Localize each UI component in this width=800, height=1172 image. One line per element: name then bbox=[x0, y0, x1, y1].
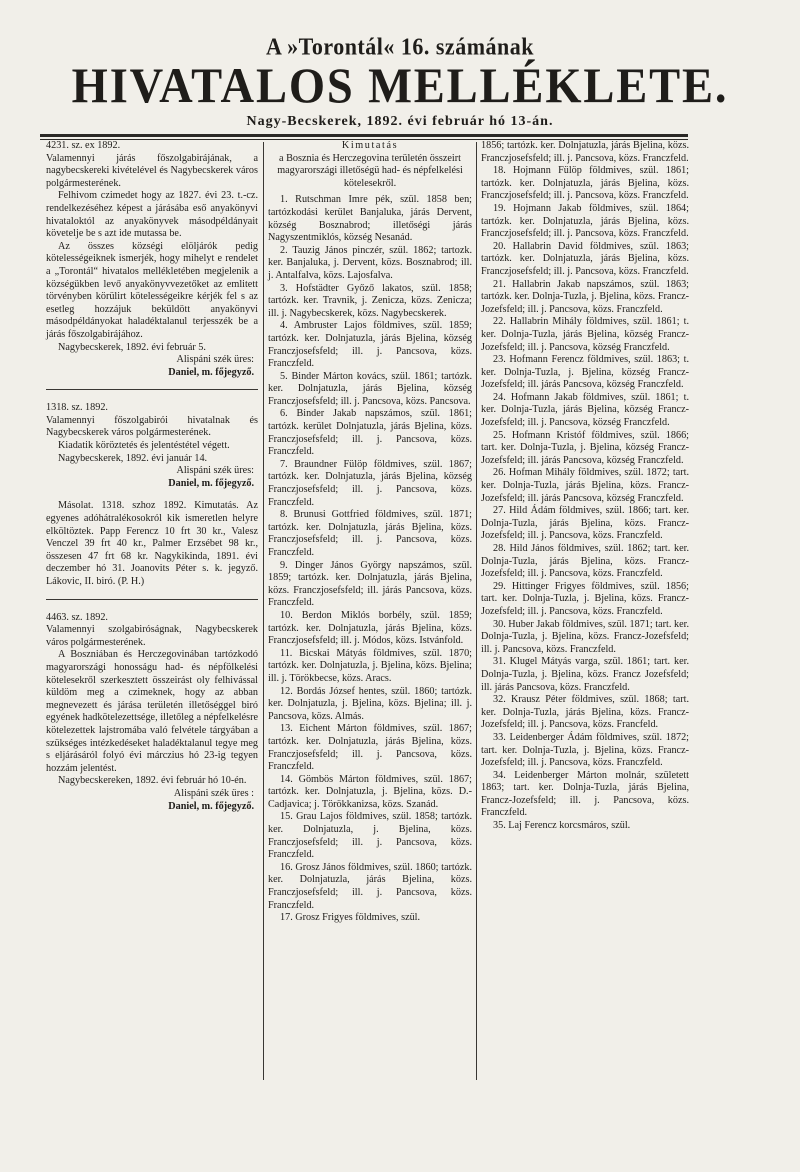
list-item: 17. Grosz Frigyes földmives, szül. bbox=[280, 912, 421, 924]
list-item: 33. Leidenberger Ádám földmives, szül. 1872; tart. ker. Dolnja-Tuzla, j. Bjelina, közs. Francz-Jozefsfeld; ill. j. Pancsova, közs. Franczfeld. bbox=[481, 731, 689, 769]
notice-1-body-2: Az összes községi elöljárók pedig kötelességeiknek ismerjék, hogy mihelyt e rendelet a „Torontál“ hivatalos mellékletében megjelenik a községükben levő anyakönyvvezetőket az emlitett törvényben körülirt kötelességeikre kérjék fel s az esetleg hozzájuk beküldött anyakönyvi másodpéldányokat haladéktalanul terjesszék be a járás főszolgabirájához. bbox=[46, 240, 258, 340]
notice-1-addressee: Valamennyi járás főszolgabirájának, a nagybecskereki kivételével és Nagybecskerek város polgármesterének. bbox=[46, 152, 258, 189]
notice-1-signature: Daniel, m. főjegyző. bbox=[168, 366, 254, 378]
list-item: 20. Hallabrin David földmives, szül. 1863; tartózk. ker. Dolnjatuzla, járás Bjelina, közs. Franczjosefsfeld; ill. j. Pancsova, közs. Franczfeld. bbox=[481, 240, 689, 277]
list-item: 19. Hojmann Jakab földmives, szül. 1864; tartózk. ker. Dolnjatuzla, járás Bjelina, közs. Franczjosefsfeld; ill. j. Pancsova, közs. Franczfeld. bbox=[481, 202, 689, 240]
notice-1-number: 4231. sz. ex 1892. bbox=[46, 140, 121, 151]
masthead-supertitle: A »Torontál« 16. számának bbox=[266, 32, 534, 61]
list-item: 25. Hofmann Kristóf földmives, szül. 1866; tart. ker. Dolnja-Tuzla, j. Bjelina, község Francz-Jozefsfeld; ill. járás Pancsova, község Franczfeld. bbox=[481, 429, 689, 466]
notice-separator bbox=[46, 599, 258, 600]
column-1 bbox=[46, 140, 258, 813]
notice-1-place-date: Nagybecskerek, 1892. évi február 5. bbox=[58, 341, 206, 353]
list-item: 5. Binder Márton kovács, szül. 1861; tartózk. ker. Dolnjatuzla, járás Bjelina, község Franczjosefsfeld; ill. j. Pancsova, közs. Pancsova. bbox=[268, 370, 472, 407]
notice-separator bbox=[46, 389, 258, 390]
column-3 bbox=[481, 140, 689, 833]
notice-3-body: A Boszniában és Herczegovinában tartózkodó magyarországi honosságu had- és népfölkelési kötelesekről szerkesztett összeirást oly felhivással küldöm meg a czimeknek, hogy az abban megnevezett és járása területén illetőséggel biró egyének hadkötelezettsége, illetőleg a népfelkelésre kötelezettek lajstromába való felvétele tárgyában a szükséges intézkedéseket haladéktalanul tegye meg s eljárásáról folyó évi márczius hó 23-ig tegyen hozzám jelentést. bbox=[46, 649, 258, 774]
list-item: 9. Dinger János György napszámos, szül. 1859; tartózk. ker. Dolnjatuzla, járás Bjelina, közs. Franczjosefsfeld; ill. járás Pancsova, közs. Franczfeld. bbox=[268, 559, 472, 609]
notice-3-addressee: Valamennyi szolgabiróságnak, Nagybecskerek város polgármesterének. bbox=[46, 624, 258, 648]
list-item: 35. Laj Ferencz korcsmáros, szül. bbox=[493, 820, 631, 832]
notice-2-signature-line: Alispáni szék üres: bbox=[176, 465, 254, 477]
list-item: 15. Grau Lajos földmives, szül. 1858; tartózk. ker. Dolnjatuzla, j. Bjelina, közs. Franczjosefsfeld; ill. j. Pancsova, közs. Franczfeld. bbox=[268, 811, 472, 861]
list-item: 16. Grosz János földmives, szül. 1860; tartózk. ker. Dolnjatuzla, járás Bjelina, közs. Franczjosefsfeld; ill. j. Pancsova, közs. Franczfeld. bbox=[268, 861, 472, 911]
list-item: 31. Klugel Mátyás varga, szül. 1861; tart. ker. Dolnja-Tuzla, j. Bjelina, közs. Francz Jozefsfeld; ill. járás Pancsova, közs. Franczfeld. bbox=[481, 656, 689, 693]
list-item: 1. Rutschman Imre pék, szül. 1858 ben; tartózkodási kerület Banjaluka, járás Dervent, község Bosznabrod; illetőségi járás Nagyszentmiklós, község Nesanád. bbox=[268, 194, 472, 244]
notice-1-signature-line: Alispáni szék üres: bbox=[176, 354, 254, 366]
list-item: 30. Huber Jakab földmives, szül. 1871; tart. ker. Dolnja-Tuzla, j. Bjelina, közs. Francz-Jozefsfeld; ill. j. Pancsova, közs. Franczfeld. bbox=[481, 618, 689, 655]
masthead-dateline: Nagy-Becskerek, 1892. évi február hó 13-án. bbox=[246, 114, 554, 129]
masthead-rule-thick bbox=[40, 134, 688, 137]
list-item: 22. Hallabrin Mihály földmives, szül. 1861; t. ker. Dolnja-Tuzla, járás Bjelina, község Francz-Jozefsfeld; ill. j. Pancsova, község Franczfeld. bbox=[481, 316, 689, 353]
column-2 bbox=[268, 140, 472, 925]
notice-2-number: 1318. sz. 1892. bbox=[46, 402, 108, 414]
notice-2-place-date: Nagybecskerek, 1892. évi január 14. bbox=[58, 452, 208, 464]
list-heading: Kimutatás bbox=[341, 140, 399, 151]
column-divider-2 bbox=[476, 142, 477, 1080]
masthead-title: HIVATALOS MELLÉKLETE. bbox=[71, 57, 729, 113]
notice-3-signature-line: Alispáni szék üres : bbox=[173, 787, 254, 799]
list-item: 34. Leidenberger Márton molnár, született 1863; tart. ker. Dolnja-Tuzla, járás Bjelina, Francz-Jozefsfeld; ill. j. Pancsova, közs. Franczfeld. bbox=[481, 769, 689, 819]
notice-3-place-date: Nagybecskereken, 1892. évi február hó 10-én. bbox=[58, 775, 247, 787]
list-item: 6. Binder Jakab napszámos, szül. 1861; tartózk. kerület Dolnjatuzla, járás Bjelina, közs. Franczjosefsfeld; ill. j. Pancsova, közs. Franczfeld. bbox=[268, 408, 472, 458]
list-item: 27. Hild Ádám földmives, szül. 1866; tart. ker. Dolnja-Tuzla, járás Bjelina, közs. Francz-Jozefsfeld; ill. j. Pancsova, közs. Franczfeld. bbox=[481, 505, 689, 542]
list-item: 28. Hild János földmives, szül. 1862; tart. ker. Dolnja-Tuzla, járás Bjelina, közs. Francz-Jozefsfeld; ill. j. Pancsova, közs. Franczfeld. bbox=[481, 543, 689, 580]
notice-2-body: Kiadatik köröztetés és jelentéstétel végett. bbox=[58, 440, 230, 452]
list-item: 7. Braundner Fülöp földmives, szül. 1867; tartózk. ker. Dolnjatuzla, járás Bjelina, község Franczjosefsfeld; ill. j. Pancsova, közs. Franczfeld. bbox=[268, 458, 472, 508]
list-item: 32. Krausz Péter földmives, szül. 1868; tart. ker. Dolnja-Tuzla, járás Bjelina, közs. Francz-Jozefsfeld; ill. j. Pancsova, közs. Francfeld. bbox=[481, 694, 689, 731]
column-divider-1 bbox=[263, 142, 264, 1080]
notice-3-number: 4463. sz. 1892. bbox=[46, 611, 108, 623]
list-item: 10. Berdon Miklós borbély, szül. 1859; tartózk. ker. Dolnjatuzla, járás Bjelina, közs. Franczjosefsfeld; ill. j. Módos, közs. Istvánfold. bbox=[268, 609, 472, 647]
list-item: 2. Tauzig János pinczér, szül. 1862; tartozk. ker. Banjaluka, j. Dervent, közs. Bosznabrod; ill. j. Antalfalva, közs. Lajosfalva. bbox=[268, 244, 472, 281]
list-item: 12. Bordás József hentes, szül. 1860; tartózk. ker. Dolnjatuzla, j. Bjelina, közs. Bjelina; ill. j. Pancsova, közs. Almás. bbox=[268, 685, 472, 722]
list-item: 11. Bicskai Mátyás földmives, szül. 1870; tartózk. ker. Dolnjatuzla, j. Bjelina, közs. Bjelina; ill. j. Törökbecse, közs. Aracs. bbox=[268, 647, 472, 684]
list-item-continued: 1856; tartózk. ker. Dolnjatuzla, járás Bjelina, közs. Franczjosefsfeld; ill. j. Pancsova, közs. Franczfeld. bbox=[481, 140, 689, 164]
list-heading-description: a Bosznia és Herczegovina területén összeirt magyarországi illetőségü had- és népfelkelési kötelesekről. bbox=[277, 152, 463, 189]
list-item: 18. Hojmann Fülöp földmives, szül. 1861; tartózk. ker. Dolnjatuzla, járás Bjelina, közs. Franczjosefsfeld; ill. j. Pancsova, közs. Franczfeld. bbox=[481, 165, 689, 202]
notice-1-body: Felhivom czimedet hogy az 1827. évi 23. t.-cz. rendelkezéséhez képest a járásába eső anyakönyvi hivataloktól az anyakönyvek másodpéldányait követelje be s azt ide mutassa be. bbox=[46, 190, 258, 240]
list-item: 26. Hofman Mihály földmives, szül. 1872; tart. ker. Dolnja-Tuzla, járás Bjelina, közs. Francz-Jozefsfeld; ill. járás Pancsova, község Franczfeld. bbox=[481, 467, 689, 504]
list-item: 29. Hittinger Frigyes földmives, szül. 1856; tart. ker. Dolnja-Tuzla, j. Bjelina, közs. Francz-Jozefsfeld; ill. j. Pancsova, közs. Franczfeld. bbox=[481, 580, 689, 617]
notice-2-signature: Daniel, m. főjegyző. bbox=[168, 477, 254, 489]
notice-2-copy: Másolat. 1318. szhoz 1892. Kimutatás. Az egyenes adóhátralékosokról kik ismeretlen helyre elköltöztek. Papp Ferencz 10 frt 30 kr., Valesz Venczel 39 frt 40 kr., Palmer Erzsébet 98 kr., összesen 47 frt 68 kr. Nagykikinda, 1891. évi deczember hó 31. Joanovits Péter s. k. jegyző. Lákovic, II. biró. (P. H.) bbox=[46, 500, 258, 587]
list-item: 24. Hofmann Jakab földmives, szül. 1861; t. ker. Dolnja-Tuzla, járás Bjelina, község Francz-Jozefsfeld; ill. j. Pancsova, község Franczfeld. bbox=[481, 391, 689, 429]
list-item: 4. Ambruster Lajos földmives, szül. 1859; tartózk. ker. Dolnjatuzla, járás Bjelina, község Franczjosefsfeld; ill. j. Pancsova, közs. Franczfeld. bbox=[268, 320, 472, 370]
list-item: 3. Hofstädter Győző lakatos, szül. 1858; tartózk. ker. Travnik, j. Zeniczа, közs. Zenicza; ill. j. Nagybecskerek, közs. Nagybecskerek. bbox=[268, 282, 472, 319]
list-item: 14. Gömbös Márton földmives, szül. 1867; tartózk. ker. Dolnjatuzla, j. Bjelina, közs. D.-Cadjavica; j. Törökkanizsa, közs. Szanád. bbox=[268, 773, 472, 810]
list-item: 21. Hallabrin Jakab napszámos, szül. 1863; tartózk. ker. Dolnja-Tuzla, j. Bjelina, közs. Francz-Jozefsfeld; ill. j. Pancsova, közs. Franczfeld. bbox=[481, 278, 689, 315]
notice-3-signature: Daniel, m. főjegyző. bbox=[168, 800, 254, 812]
list-item: 8. Brunusi Gottfried földmives, szül. 1871; tartózk. ker. Dolnjatuzla, járás Bjelina, közs. Franczjosefsfeld; ill. j. Pancsova, közs. Franczfeld. bbox=[268, 509, 472, 558]
list-item: 23. Hofmann Ferencz földmives, szül. 1863; t. ker. Dolnja-Tuzla, j. Bjelina, község Francz-Jozefsfeld; ill. járás Pancsova, község Franczfeld. bbox=[481, 354, 689, 391]
notice-2-addressee: Valamennyi főszolgabirói hivatalnak és Nagybecskerek város polgármesterének. bbox=[46, 414, 258, 439]
list-item: 13. Eichent Márton földmives, szül. 1867; tartózk. ker. Dolnjatuzla, járás Bjelina, közs. Franczjosefsfeld; ill. j. Pancsova, közs. Franczfeld. bbox=[268, 723, 472, 773]
